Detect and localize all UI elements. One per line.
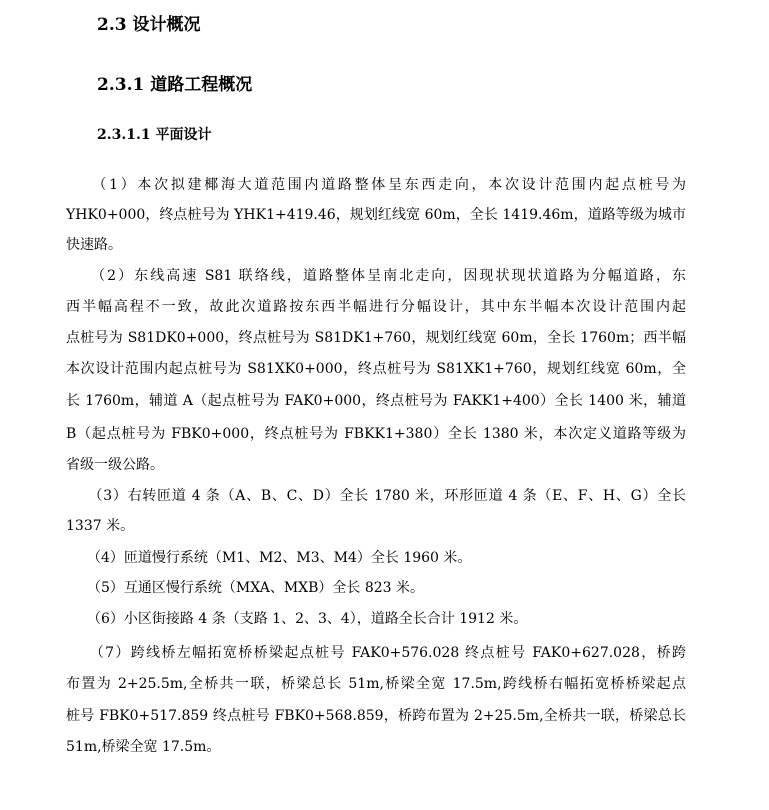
paragraph-line: （4）匝道慢行系统（M1、M2、M3、M4）全长 1960 米。 [66, 550, 472, 566]
section-heading-2-3-1: 2.3.1 道路工程概况 [97, 75, 253, 95]
paragraph-line: 长 1760m，辅道 A（起点桩号为 FAK0+000，终点桩号为 FAKK1+400）全长 1400 米，辅道 [66, 393, 686, 409]
paragraph-line: 51m,桥梁全宽 17.5m。 [66, 739, 221, 755]
paragraph-line: 布置为 2+25.5m,全桥共一联，桥梁总长 51m,桥梁全宽 17.5m,跨线桥右幅拓宽桥桥梁起点 [66, 676, 686, 692]
paragraph-line: （2）东线高速 S81 联络线，道路整体呈南北走向，因现状现状道路为分幅道路，东 [66, 268, 686, 284]
paragraph-line: （5）互通区慢行系统（MXA、MXB）全长 823 米。 [66, 580, 425, 596]
paragraph-line: （7）跨线桥左幅拓宽桥桥梁起点桩号 FAK0+576.028 终点桩号 FAK0+627.028，桥跨 [66, 645, 686, 661]
paragraph-line: 桩号 FBK0+517.859 终点桩号 FBK0+568.859，桥跨布置为 2+25.5m,全桥共一联，桥梁总长 [66, 708, 686, 724]
paragraph-line: 快速路。 [66, 237, 122, 253]
paragraph-line: （6）小区街接路 4 条（支路 1、2、3、4），道路全长合计 1912 米。 [66, 611, 528, 627]
paragraph-line: B（起点桩号为 FBK0+000，终点桩号为 FBKK1+380）全长 1380 米，本次定义道路等级为 [66, 426, 686, 442]
paragraph-line: 1337 米。 [66, 518, 135, 534]
paragraph-line: 本次设计范围内起点桩号为 S81XK0+000，终点桩号为 S81XK1+760，规划红线宽 60m，全 [66, 361, 686, 377]
section-heading-2-3-1-1: 2.3.1.1 平面设计 [97, 127, 212, 143]
paragraph-line: 西半幅高程不一致，故此次道路按东西半幅进行分幅设计，其中东半幅本次设计范围内起 [66, 299, 686, 315]
paragraph-line: 省级一级公路。 [66, 457, 164, 473]
paragraph-line: YHK0+000，终点桩号为 YHK1+419.46，规划红线宽 60m，全长 1419.46m，道路等级为城市 [66, 207, 686, 223]
paragraph-line: 点桩号为 S81DK0+000，终点桩号为 S81DK1+760，规划红线宽 60m，全长 1760m；西半幅 [66, 330, 686, 346]
paragraph-line: （3）右转匝道 4 条（A、B、C、D）全长 1780 米，环形匝道 4 条（E、F、H、G）全长 [66, 488, 686, 504]
paragraph-line: （1）本次拟建椰海大道范围内道路整体呈东西走向，本次设计范围内起点桩号为 [66, 177, 686, 193]
section-heading-2-3: 2.3 设计概况 [97, 15, 201, 35]
